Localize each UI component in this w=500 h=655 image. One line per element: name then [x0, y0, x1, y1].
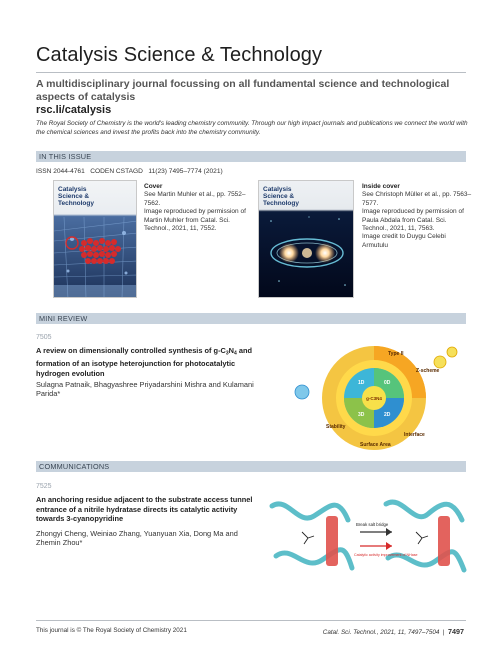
inside-cover-title-text: Catalysis — [263, 186, 292, 193]
communication-graphic — [268, 486, 468, 586]
graphic-inner-3d: 3D — [358, 412, 365, 418]
graphic-outer-surface-area: Surface Area — [360, 442, 391, 448]
mini-review-page: 7505 — [36, 334, 52, 341]
cover-title-text: Catalysis — [58, 186, 87, 193]
footer-copyright: This journal is © The Royal Society of Chemistry 2021 — [36, 627, 187, 634]
graphic-label-salt-bridge: Break salt bridge — [356, 522, 389, 527]
svg-text:Science &: Science & — [58, 193, 90, 200]
cover-heading: Cover — [144, 183, 163, 190]
footer-rule — [36, 620, 466, 621]
footer-citation: Catal. Sci. Technol., 2021, 11, 7497–7504 | 7497 — [322, 627, 464, 636]
footer-page-number: 7497 — [448, 627, 464, 636]
graphic-outer-z-scheme: Z-scheme — [416, 368, 440, 374]
svg-text:Technology: Technology — [263, 200, 299, 207]
section-label: MINI REVIEW — [39, 314, 88, 323]
mini-review-graphic — [280, 340, 468, 452]
graphic-outer-stability: Stability — [326, 424, 346, 430]
footer-journal-citation: Catal. Sci. Technol., 2021, 11, 7497–7504 — [322, 629, 440, 636]
header-rule — [36, 72, 466, 73]
issue-meta — [36, 168, 223, 175]
graphic-label-activity: Catalytic activity improvement of NHase — [354, 553, 418, 557]
section-bar-communications — [36, 461, 466, 472]
mini-review-authors: Sulagna Patnaik, Bhagyashree Priyadarshini Mishra and Kulamani Parida* — [36, 380, 254, 399]
section-bar-mini-review — [36, 313, 466, 324]
svg-text:Technology: Technology — [58, 200, 94, 207]
inside-cover-heading: Inside cover — [362, 183, 400, 190]
journal-url[interactable]: rsc.li/catalysis — [36, 104, 112, 116]
inside-cover-image[interactable] — [258, 180, 354, 298]
mini-review-title[interactable]: A review on dimensionally controlled synthesis of $g-C_3N_4$ and formation of an isotype heterojunction for photocatalytic hydrogen evolution — [36, 346, 252, 378]
graphic-outer-type-ii: Type II — [388, 351, 404, 357]
rsc-blurb: The Royal Society of Chemistry is the world's leading chemistry community. Through our high impact journals and publications we connect the world with the chemical sciences and invest the profits back into the chemistry community. — [36, 120, 468, 136]
graphic-center-label: g-C3N4 — [366, 396, 382, 401]
svg-text:Science &: Science & — [263, 193, 295, 200]
graphic-inner-0d: 0D — [384, 380, 391, 386]
communication-authors: Zhongyi Cheng, Weiniao Zhang, Yuanyuan Xia, Dong Ma and Zhemin Zhou* — [36, 529, 238, 548]
inside-cover-text: See Christoph Müller et al., pp. 7563–7577. Image reproduced by permission of Paula Abdala from Catal. Sci. Technol., 2021, 11, 7563. Image credit to Duygu Celebi Armutulu — [362, 191, 472, 249]
section-bar-in-this-issue — [36, 151, 466, 162]
graphic-inner-1d: 1D — [358, 380, 365, 386]
cover-caption — [144, 183, 254, 233]
section-label: COMMUNICATIONS — [39, 462, 110, 471]
communication-page: 7525 — [36, 483, 52, 490]
section-label: IN THIS ISSUE — [39, 152, 92, 161]
volume-pages: 11(23) 7495–7774 (2021) — [148, 168, 223, 175]
coden: CODEN CSTAGD — [90, 168, 143, 175]
journal-title: Catalysis Science & Technology — [36, 44, 323, 66]
cover-text: See Martin Muhler et al., pp. 7552–7562. Image reproduced by permission of Martin Muhler from Catal. Sci. Technol., 2021, 11, 7552. — [144, 191, 246, 233]
inside-cover-caption — [362, 183, 472, 250]
communication-title[interactable]: An anchoring residue adjacent to the substrate access tunnel entrance of a nitrile hydratase directs its catalytic activity towards 3-cyanopyridine — [36, 495, 253, 524]
graphic-inner-2d: 2D — [384, 412, 391, 418]
graphic-outer-interface: Interface — [404, 432, 425, 438]
issn: ISSN 2044-4761 — [36, 168, 85, 175]
journal-description: A multidisciplinary journal focussing on all fundamental science and technological aspects of catalysis — [36, 78, 450, 103]
cover-image[interactable] — [53, 180, 137, 298]
